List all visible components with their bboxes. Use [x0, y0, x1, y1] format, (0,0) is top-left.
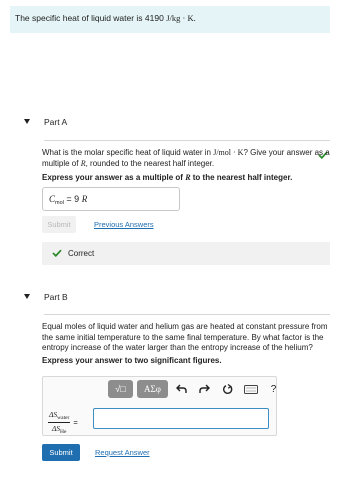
correct-feedback: [42, 242, 330, 265]
fraction-denominator: $\Delta S_{He}$: [51, 424, 67, 435]
template-button[interactable]: [108, 380, 133, 398]
caret-down-icon[interactable]: [24, 119, 30, 124]
equals-sign: =: [73, 418, 78, 427]
help-icon[interactable]: ?: [270, 383, 277, 395]
part-b-answer-input[interactable]: [93, 408, 269, 429]
problem-intro: [10, 6, 330, 33]
reset-icon[interactable]: [218, 380, 237, 398]
part-a-instruction: Express your answer as a multiple of R to the nearest half integer.: [42, 173, 293, 182]
redo-icon[interactable]: [195, 380, 214, 398]
part-b-question: Equal moles of liquid water and helium gas are heated at constant pressure from the same initial temperature to the same final temperature. By what factor is the entropy increase of the water larger than the entropy increase of the helium?: [42, 322, 328, 352]
undo-icon[interactable]: [172, 380, 191, 398]
part-a-answer: $C_{mol} = 9$ R: [42, 187, 180, 211]
keyboard-icon[interactable]: [241, 380, 260, 398]
part-b-submit-button[interactable]: Submit: [42, 444, 80, 461]
part-b-label: Part B: [44, 291, 68, 302]
caret-down-icon[interactable]: [24, 294, 30, 299]
previous-answers-link[interactable]: Previous Answers: [94, 220, 154, 229]
part-a-label: Part A: [44, 116, 68, 127]
fraction-numerator: $\Delta S_{water}$: [49, 410, 70, 421]
greek-symbols-button[interactable]: ΑΣφ: [137, 380, 168, 398]
request-answer-link[interactable]: Request Answer: [95, 448, 150, 457]
part-b-instruction: Express your answer to two significant figures.: [42, 356, 222, 365]
part-a-question: What is the molar specific heat of liquid water in J/mol · K? Give your answer as a multiple of R, rounded to the nearest half integer.: [42, 148, 330, 168]
correct-label: Correct: [68, 249, 95, 258]
intro-unit: J/kg · K.: [166, 13, 196, 23]
entropy-ratio-label: [48, 410, 78, 435]
part-b-header[interactable]: [24, 291, 68, 302]
check-icon: [52, 249, 62, 259]
sqrt-template-icon: √□: [115, 384, 126, 394]
divider: [44, 314, 330, 315]
intro-text: The specific heat of liquid water is 4190: [15, 13, 164, 23]
part-a-header[interactable]: [24, 116, 68, 127]
part-a-submit-button[interactable]: Submit: [42, 216, 76, 233]
divider: [44, 140, 330, 141]
equation-toolbar: [108, 380, 283, 398]
